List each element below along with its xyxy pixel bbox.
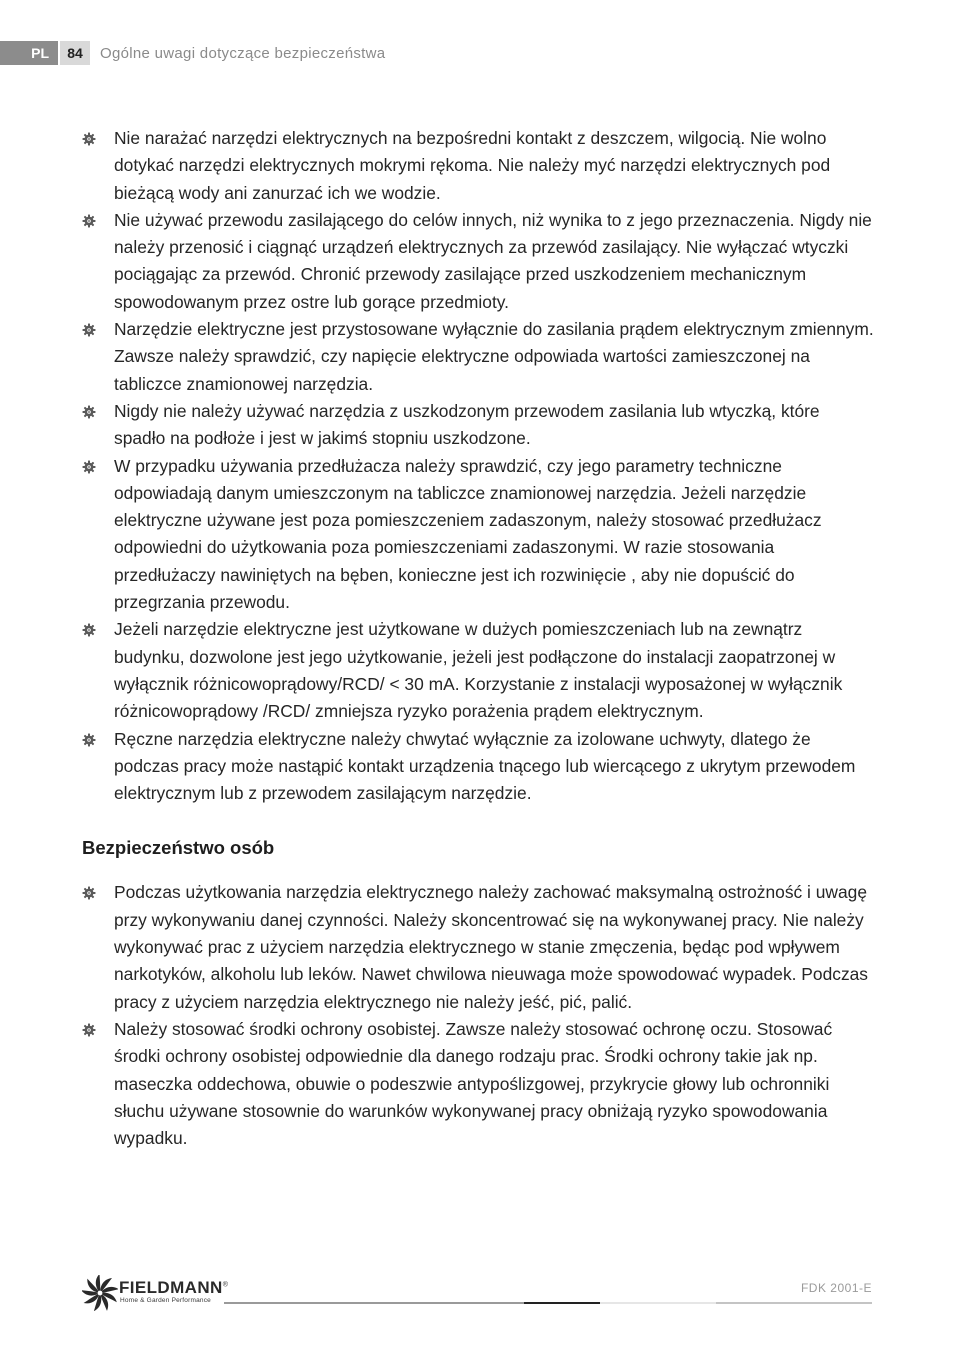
list-item xyxy=(82,398,874,453)
footer-rule-grey xyxy=(224,1302,524,1304)
gear-bullet-icon xyxy=(82,733,96,747)
language-tab: PL xyxy=(0,41,58,65)
page-header xyxy=(0,41,385,65)
page-number: 84 xyxy=(60,41,90,65)
electrical-safety-list xyxy=(82,125,874,807)
personal-safety-list xyxy=(82,879,874,1152)
list-item xyxy=(82,879,874,1015)
list-item-text: Ręczne narzędzia elektryczne należy chwytać wyłącznie za izolowane uchwyty, dlatego że podczas pracy może nastąpić kontakt urządzenia tnącego lub wiercącego z ukrytym przewodem elektrycznym lub z przewodem zasilającym narzędzie. xyxy=(114,728,856,804)
brand-tagline: Home & Garden Performance xyxy=(120,1297,211,1304)
gear-bullet-icon xyxy=(82,886,96,900)
gear-bullet-icon xyxy=(82,405,96,419)
gear-bullet-icon xyxy=(82,1023,96,1037)
section-heading: Bezpieczeństwo osób xyxy=(82,837,275,859)
section-title: Ogólne uwagi dotyczące bezpieczeństwa xyxy=(100,44,386,62)
footer-rule-dark xyxy=(524,1302,600,1304)
list-item-text: Narzędzie elektryczne jest przystosowane wyłącznie do zasilania prądem elektrycznym zmiennym. Zawsze należy sprawdzić, czy napięcie elektryczne odpowiada wartości zamieszczonej na tabliczce znamionowej narzędzia. xyxy=(114,319,874,394)
footer-rule-light xyxy=(600,1302,716,1304)
brand-name: FIELDMANN® xyxy=(119,1278,229,1297)
list-item xyxy=(82,1016,874,1152)
list-item-text: Podczas użytkowania narzędzia elektrycznego należy zachować maksymalną ostrożność i uwagę przy wykonywaniu danej czynności. Należy skoncentrować się na wykonywanej pracy. Nie należy wykonywać prac z użyciem narzędzia elektrycznego w stanie zmęczenia, będąc pod wpływem narkotyków, alkoholu lub leków. Nawet chwilowa nieuwaga może spowodować wypadek. Podczas pracy z użyciem narzędzia elektrycznego nie należy jeść, pić, palić. xyxy=(114,882,869,1012)
list-item xyxy=(82,453,874,617)
list-item xyxy=(82,726,874,808)
gear-bullet-icon xyxy=(82,214,96,228)
list-item xyxy=(82,207,874,316)
list-item xyxy=(82,616,874,725)
trademark-symbol: ® xyxy=(222,1281,229,1289)
fieldmann-fan-logo-icon xyxy=(82,1275,118,1311)
list-item-text: W przypadku używania przedłużacza należy sprawdzić, czy jego parametry techniczne odpowiadają danym umieszczonym na tabliczce znamionowej narzędzia. Jeżeli narzędzie elektryczne używane jest poza pomieszczeniem zadaszonym, należy stosować przedłużacz odpowiedni do użytkowania poza pomieszczeniami zadaszonymi. W razie stosowania przedłużaczy nawiniętych na bęben, konieczne jest ich rozwinięcie , aby nie dopuścić do przegrzania przewodu. xyxy=(114,455,822,613)
main-content xyxy=(82,125,874,1152)
list-item-text: Nie narażać narzędzi elektrycznych na bezpośredni kontakt z deszczem, wilgocią. Nie wolno dotykać narzędzi elektrycznych mokrymi rękoma. Nie należy myć narzędzi elektrycznych pod bieżącą wody ani zanurzać ich we wodzie. xyxy=(114,128,831,203)
model-code: FDK 2001-E xyxy=(800,1281,872,1295)
gear-bullet-icon xyxy=(82,323,96,337)
gear-bullet-icon xyxy=(82,623,96,637)
list-item xyxy=(82,125,874,207)
list-item-text: Nie używać przewodu zasilającego do celów innych, niż wynika to z jego przeznaczenia. Nigdy nie należy przenosić i ciągnąć urządzeń elektrycznych za przewód zasilający. Nie wyłączać wtyczki pociągając za przewód. Chronić przewody zasilające przed uszkodzeniem mechanicznym spowodowanym przez ostre lub gorące przedmioty. xyxy=(114,209,872,312)
footer-rule-mid xyxy=(716,1302,872,1304)
list-item-text: Jeżeli narzędzie elektryczne jest użytkowane w dużych pomieszczeniach lub na zewnątrz budynku, dozwolone jest jego użytkowanie, jeżeli jest podłączone do instalacji zaopatrzonej w wyłącznik różnicowoprądowy/RCD/ < 30 mA. Korzystanie z instalacji wyposażonej w wyłącznik różnicowoprądowy /RCD/ zmniejsza ryzyko porażenia prądem elektrycznym. xyxy=(114,619,843,722)
fieldmann-logo xyxy=(82,1275,242,1313)
list-item-text: Należy stosować środki ochrony osobistej. Zawsze należy stosować ochronę oczu. Stosować środki ochrony osobistej odpowiednie dla danego rodzaju prac. Środki ochrony takie jak np. maseczka oddechowa, obuwie o podeszwie antypoślizgowej, przykrycie głowy lub ochronniki słuchu używane stosownie do warunków wykonywanej pracy obniżają ryzyko spowodowania wypadku. xyxy=(114,1018,833,1149)
gear-bullet-icon xyxy=(82,132,96,146)
list-item xyxy=(82,316,874,398)
gear-bullet-icon xyxy=(82,460,96,474)
list-item-text: Nigdy nie należy używać narzędzia z uszkodzonym przewodem zasilania lub wtyczką, które spadło na podłoże i jest w jakimś stopniu uszkodzone. xyxy=(114,400,820,449)
